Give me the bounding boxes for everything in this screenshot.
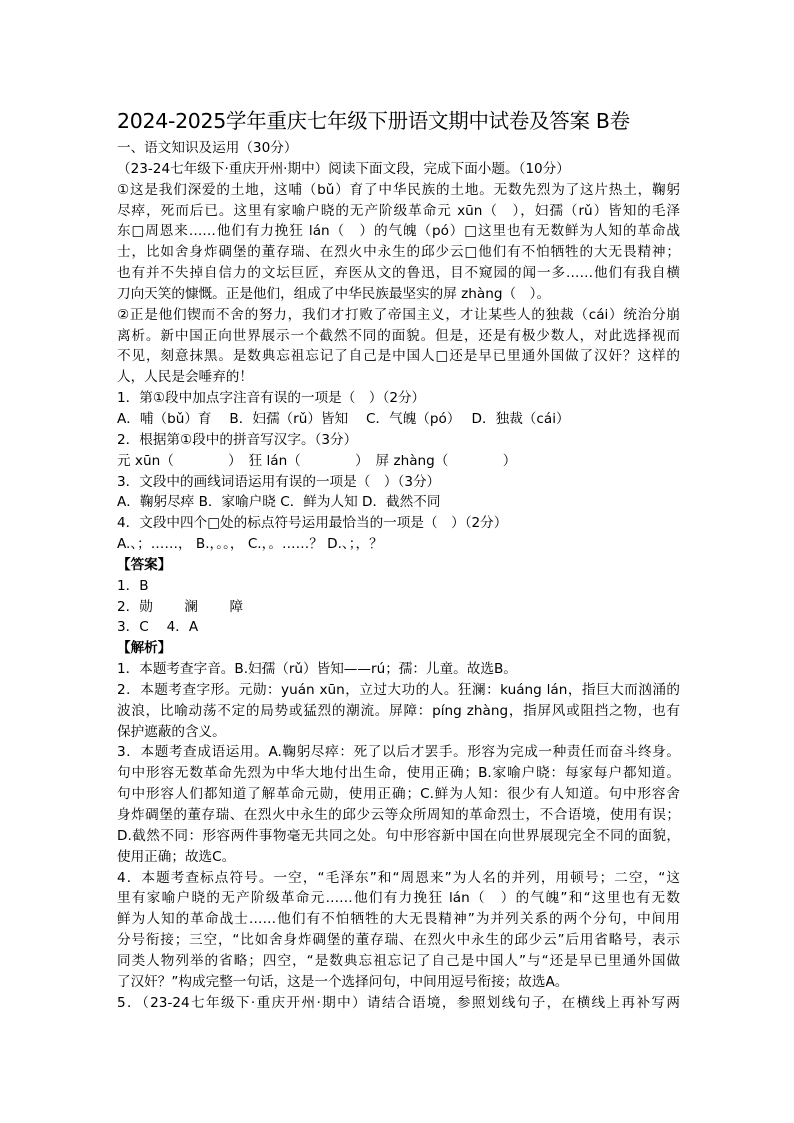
text-line: 离析。新中国正向世界展示一个截然不同的面貌。但是，还是有极少数人，对此选择视而	[117, 327, 680, 344]
text-line: 1．B	[117, 577, 149, 594]
text-line: 尽瘁，死而后已。这里有家喻户晓的无产阶级革命元 xūn（ ），妇孺（rǔ）皆知的毛泽	[117, 202, 680, 219]
text-line: 3．C 4．A	[117, 619, 199, 636]
text-line: （23-24七年级下·重庆开州·期中）阅读下面文段，完成下面小题。（10分）	[117, 160, 570, 177]
text-line: A.、；……， B.，。。， C.，。……？ D.、；，？	[117, 536, 383, 553]
text-line: 1．第①段中加点字注音有误的一项是（ ）（2分）	[117, 390, 426, 407]
text-line: 鲜为人知的革命战士……他们有不怕牺牲的大无畏精神”为并列关系的两个分句，中间用	[117, 911, 680, 928]
text-line: 了汉奸？”构成完整一句话，这是一个选择问句，中间用逗号衔接；故选A。	[117, 973, 569, 990]
text-line: 里有家喻户晓的无产阶级革命元……他们有力挽狂 lán（ ）的气魄”和“这里也有无数	[117, 890, 680, 907]
text-line: A．哺（bǔ）育 B．妇孺（rǔ）皆知 C．气魄（pó） D．独裁（cái）	[117, 410, 570, 427]
text-line: 4．本题考查标点符号。一空，“毛泽东”和“周恩来”为人名的并列，用顿号；二空，“这	[117, 869, 680, 886]
document-body	[117, 138, 680, 1013]
text-line: 一、语文知识及运用（30分）	[117, 140, 298, 156]
text-line: 4．文段中四个□处的标点符号运用最恰当的一项是（ ）（2分）	[117, 515, 508, 532]
text-line: 人，人民是会唾弃的！	[117, 369, 253, 386]
text-line: 同类人物列举的省略；四空，“是数典忘祖忘记了自己是中国人”与“还是早已里通外国做	[117, 952, 680, 969]
text-line: 保护遮蔽的含义。	[117, 723, 226, 740]
text-line: 东□周恩来……他们有力挽狂 lán（ ）的气魄（pó）□这里也有无数鲜为人知的革命战	[117, 223, 680, 240]
text-line: 元 xūn（ ） 狂 lán（ ） 屏 zhàng（ ）	[117, 452, 517, 469]
document-title: 2024-2025学年重庆七年级下册语文期中试卷及答案 B卷	[117, 109, 630, 133]
text-line: 1．本题考查字音。B.妇孺（rǔ）皆知——rú；孺：儿童。故选B。	[117, 661, 517, 678]
text-line: 3．本题考查成语运用。A.鞠躬尽瘁：死了以后才罢手。形容为完成一种责任而奋斗终身。	[117, 744, 680, 761]
text-line: 使用正确；故选C。	[117, 848, 236, 865]
text-line: 刀向天笑的慷慨。正是他们，组成了中华民族最坚实的屏 zhàng（ ）。	[117, 285, 551, 302]
text-line: ②正是他们锲而不舍的努力，我们才打败了帝国主义，才让某些人的独裁（cái）统治分崩	[117, 306, 680, 323]
text-line: A．鞠躬尽瘁 B．家喻户晓 C．鲜为人知 D．截然不同	[117, 494, 441, 511]
text-line: D.截然不同：形容两件事物毫无共同之处。句中形容新中国在向世界展现完全不同的面貌，	[117, 827, 680, 844]
text-line: 2．本题考查字形。元勋：yuán xūn，立过大功的人。狂澜：kuáng lán，指巨大而汹涌的	[117, 681, 680, 698]
section-heading: 【解析】	[117, 640, 172, 657]
text-line: 士，比如舍身炸碉堡的董存瑞、在烈火中永生的邱少云□他们有不怕牺牲的大无畏精神；	[117, 244, 680, 261]
text-line: 波浪，比喻动荡不定的局势或猛烈的潮流。屏障：píng zhàng，指屏风或阻挡之物，也有	[117, 702, 680, 719]
text-line: 也有并不失掉自信力的文坛巨匠，弃医从文的鲁迅，目不窥园的闻一多……他们有我自横	[117, 265, 680, 282]
text-line: 句中形容人们都知道了解革命元勋，使用正确；C.鲜为人知：很少有人知道。句中形容舍	[117, 786, 680, 803]
text-line: 2．根据第①段中的拼音写汉字。（3分）	[117, 431, 358, 448]
text-line: 分号衔接；三空，“比如舍身炸碉堡的董存瑞、在烈火中永生的邱少云”后用省略号，表示	[117, 932, 680, 949]
text-line: 5．（23-24七年级下·重庆开州·期中）请结合语境，参照划线句子，在横线上再补写两	[117, 994, 680, 1011]
text-line: 身炸碉堡的董存瑞、在烈火中永生的邱少云等众所周知的革命烈士，不合语境，使用有误；	[117, 807, 680, 823]
section-heading: 【答案】	[117, 556, 172, 573]
text-line: 句中形容无数革命先烈为中华大地付出生命，使用正确；B.家喻户晓：每家每户都知道。	[117, 765, 680, 782]
text-line: 3．文段中的画线词语运用有误的一项是（ ）（3分）	[117, 473, 441, 490]
text-line: 2．勋 澜 障	[117, 598, 244, 615]
text-line: ①这是我们深爱的土地，这哺（bǔ）育了中华民族的土地。无数先烈为了这片热土，鞠躬	[117, 181, 680, 198]
text-line: 不见，刻意抹黑。是数典忘祖忘记了自己是中国人□还是早已里通外国做了汉奸？这样的	[117, 348, 680, 365]
